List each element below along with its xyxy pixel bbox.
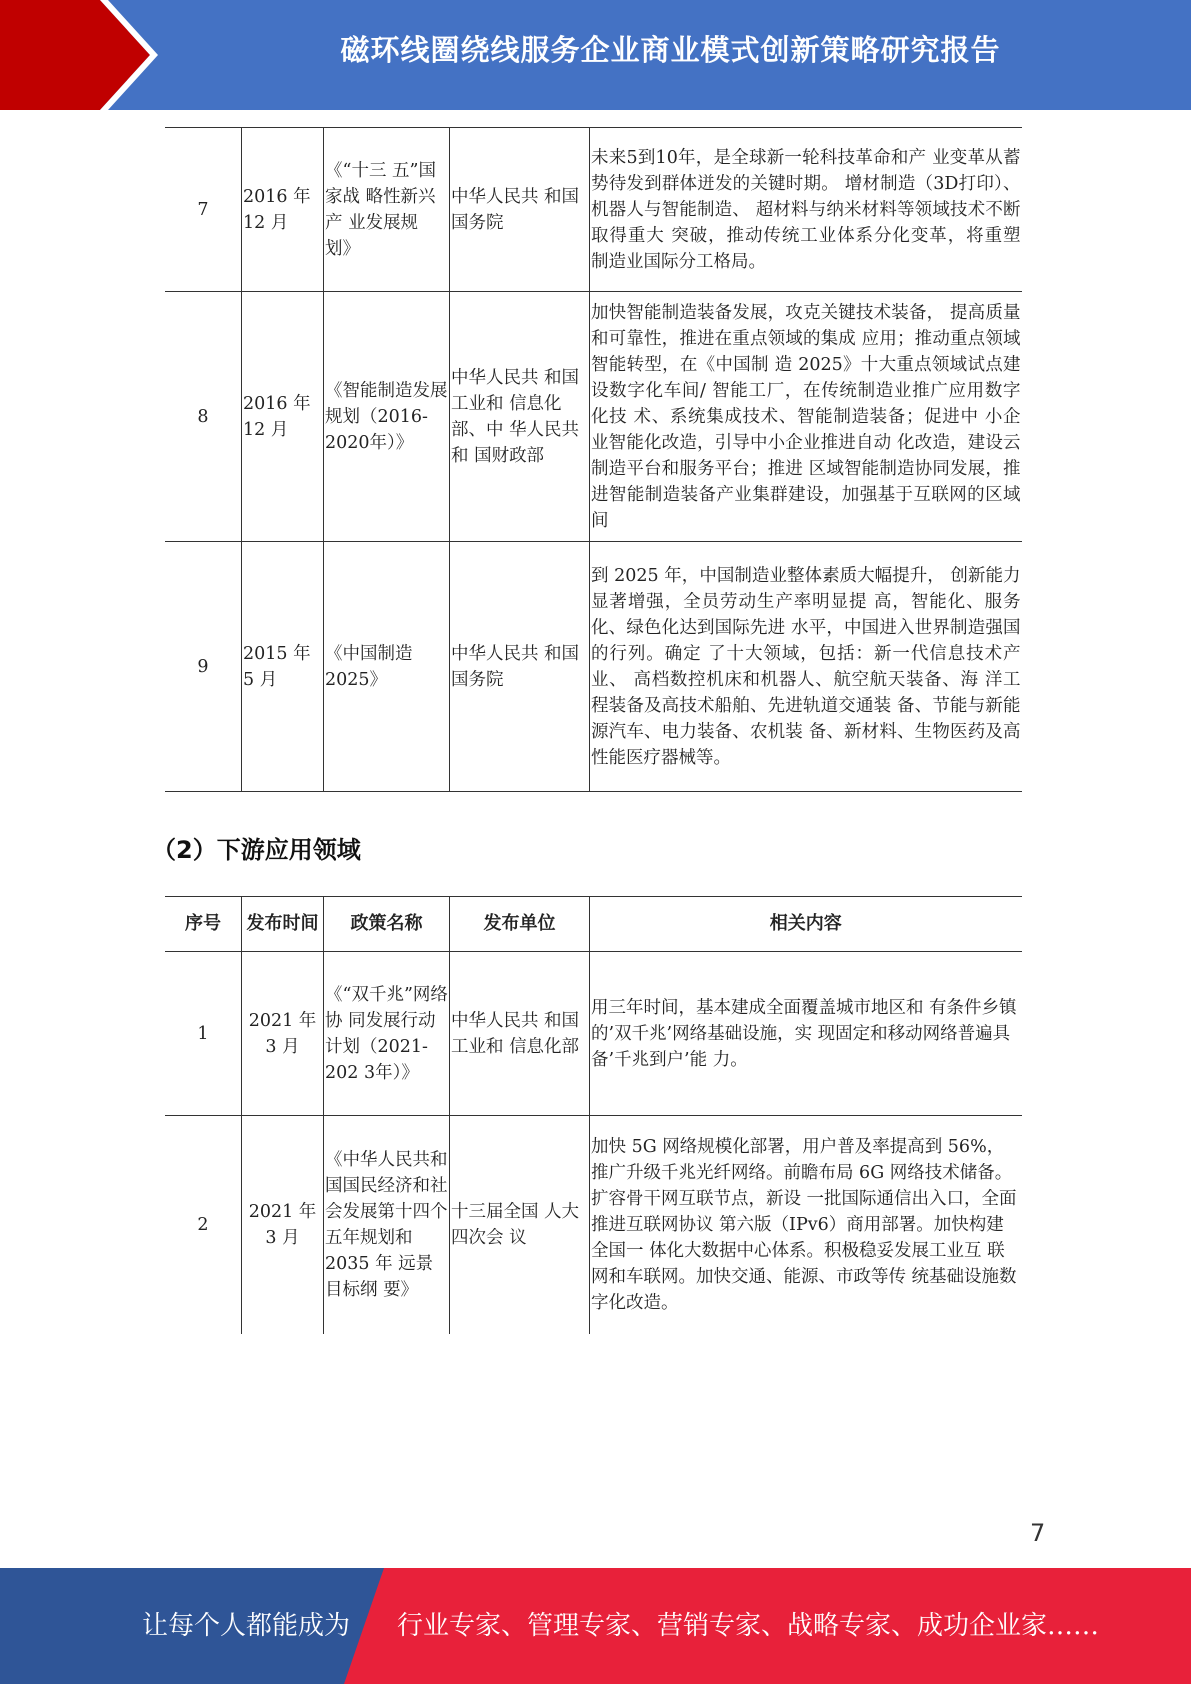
table-row	[165, 1116, 1022, 1334]
header-date: 发布时间	[242, 897, 324, 952]
cell-seq: 9	[165, 542, 242, 792]
cell-content: 未来5到10年，是全球新一轮科技革命和产 业变革从蓄势待发到群体迸发的关键时期。 增材制造（3D打印）、机器人与智能制造、 超材料与纳米材料等领域技术不断取得重大 突破，推动传统工业体系分化变革，将重塑 制造业国际分工格局。	[590, 128, 1022, 292]
table-row	[165, 292, 1022, 542]
cell-date: 2015 年 5 月	[242, 542, 324, 792]
cell-policy-name: 《“十三 五”国家战 略性新兴产 业发展规 划》	[324, 128, 450, 292]
footer-slogan-left: 让每个人都能成为	[142, 1611, 351, 1641]
cell-policy-name: 《“双千兆”网络协 同发展行动 计划（2021-202 3年）》	[324, 952, 450, 1116]
table-header-row	[165, 897, 1022, 952]
table-row	[165, 128, 1022, 292]
cell-content: 加快智能制造装备发展，攻克关键技术装备， 提高质量和可靠性，推进在重点领域的集成 应用；推动重点领域智能转型，在《中国制 造 2025》十大重点领域试点建设数字化车间/ 智能工厂，在传统制造业推广应用数字化技 术、系统集成技术、智能制造装备；促进中 小企业智能化改造，引导中小企业推进自动 化改造，建设云制造平台和服务平台；推进 区域智能制造协同发展，推进智能制造装备产业集群建设，加强基于互联网的区域间	[590, 292, 1022, 542]
table-row	[165, 542, 1022, 792]
cell-date: 2021 年 3 月	[242, 1116, 324, 1334]
cell-seq: 7	[165, 128, 242, 292]
cell-date: 2016 年 12 月	[242, 128, 324, 292]
cell-unit: 中华人民共 和国工业和 信息化部	[450, 952, 590, 1116]
header-seq: 序号	[165, 897, 242, 952]
report-title: 磁环线圈绕线服务企业商业模式创新策略研究报告	[340, 33, 1001, 67]
cell-date: 2016 年 12 月	[242, 292, 324, 542]
section-heading: （2）下游应用领域	[152, 836, 361, 864]
page-footer	[0, 1568, 1191, 1684]
cell-seq: 8	[165, 292, 242, 542]
header-arrow-decoration	[0, 0, 160, 110]
page-number: 7	[1030, 1519, 1046, 1547]
header-name: 政策名称	[324, 897, 450, 952]
table-row	[165, 952, 1022, 1116]
footer-slogan-right: 行业专家、管理专家、营销专家、战略专家、成功企业家……	[397, 1611, 1100, 1641]
cell-unit: 中华人民共 和国国务院	[450, 128, 590, 292]
cell-unit: 十三届全国 人大四次会 议	[450, 1116, 590, 1334]
header-content: 相关内容	[590, 897, 1022, 952]
cell-policy-name: 《智能制造发展规划（2016-2020年）》	[324, 292, 450, 542]
cell-content: 用三年时间，基本建成全面覆盖城市地区和 有条件乡镇的’双千兆’网络基础设施，实 现固定和移动网络普遍具备’千兆到户’能 力。	[590, 952, 1022, 1116]
policy-table-downstream	[165, 896, 1022, 1334]
header-unit: 发布单位	[450, 897, 590, 952]
page-header	[0, 0, 1191, 110]
cell-seq: 2	[165, 1116, 242, 1334]
cell-unit: 中华人民共 和国工业和 信息化部、中 华人民共和 国财政部	[450, 292, 590, 542]
cell-policy-name: 《中华人民共和国国民经济和社会发展第十四个五年规划和 2035 年 远景目标纲 要》	[324, 1116, 450, 1334]
cell-policy-name: 《中国制造 2025》	[324, 542, 450, 792]
cell-unit: 中华人民共 和国国务院	[450, 542, 590, 792]
policy-table-upstream	[165, 127, 1022, 792]
cell-seq: 1	[165, 952, 242, 1116]
cell-date: 2021 年 3 月	[242, 952, 324, 1116]
cell-content: 加快 5G 网络规模化部署，用户普及率提高到 56%，推广升级千兆光纤网络。前瞻布局 6G 网络技术储备。扩容骨干网互联节点，新设 一批国际通信出入口，全面推进互联网协议 第六版（IPv6）商用部署。加快构建全国一 体化大数据中心体系。积极稳妥发展工业互 联网和车联网。加快交通、能源、市政等传 统基础设施数字化改造。	[590, 1116, 1022, 1334]
cell-content: 到 2025 年，中国制造业整体素质大幅提升， 创新能力显著增强，全员劳动生产率明显提 高，智能化、服务化、绿色化达到国际先进 水平，中国进入世界制造强国的行列。确定 了十大领域，包括：新一代信息技术产业、 高档数控机床和机器人、航空航天装备、海 洋工程装备及高技术船舶、先进轨道交通装 备、节能与新能源汽车、电力装备、农机装 备、新材料、生物医药及高性能医疗器械等。	[590, 542, 1022, 792]
